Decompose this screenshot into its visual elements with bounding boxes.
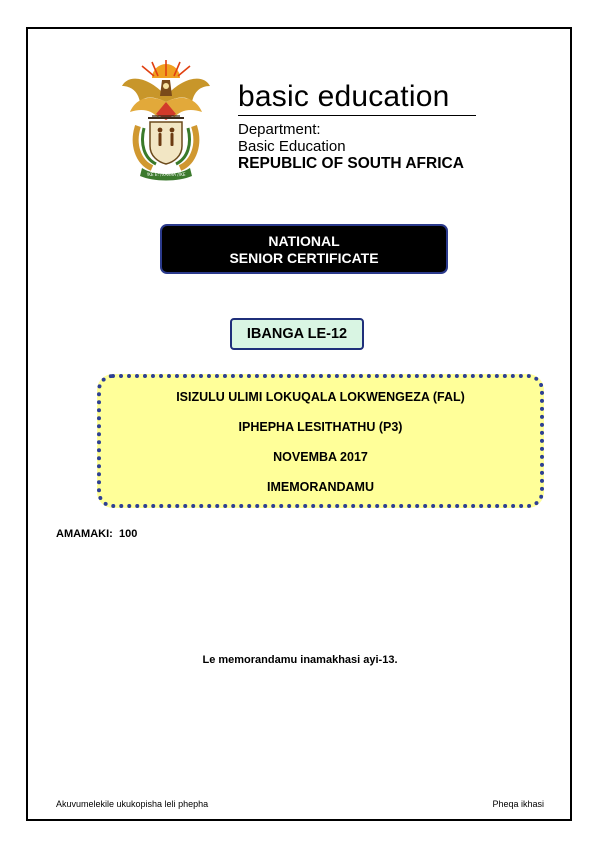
grade-box: IBANGA LE-12 <box>230 318 364 350</box>
document-type: IMEMORANDAMU <box>267 480 374 494</box>
subject-title: ISIZULU ULIMI LOKUQALA LOKWENGEZA (FAL) <box>176 390 465 404</box>
marks-value: 100 <box>118 528 138 540</box>
pages-note: Le memorandamu inamakhasi ayi-13. <box>202 654 398 666</box>
department-label: Department: <box>238 121 321 138</box>
paper-number: IPHEPHA LESITHATHU (P3) <box>238 420 403 434</box>
certificate-line2: SENIOR CERTIFICATE <box>229 250 379 266</box>
certificate-box <box>160 224 448 274</box>
coat-of-arms-icon <box>118 56 214 182</box>
marks <box>56 528 137 540</box>
marks-label: AMAMAKI: <box>56 528 113 540</box>
department-name: Basic Education <box>238 138 346 155</box>
certificate-line1: NATIONAL <box>268 233 340 249</box>
crest-motto: !KE E: /XARRA //KE <box>146 172 186 177</box>
subject-box <box>97 374 544 508</box>
exam-date: NOVEMBA 2017 <box>273 450 368 464</box>
footer-turn-page: Pheqa ikhasi <box>492 799 544 809</box>
country-name: REPUBLIC OF SOUTH AFRICA <box>238 155 464 172</box>
footer-copyright: Akuvumelekile ukukopisha leli phepha <box>56 799 209 809</box>
department-brand <box>238 80 478 172</box>
brand-title: basic education <box>238 80 450 113</box>
brand-rule <box>238 115 476 116</box>
